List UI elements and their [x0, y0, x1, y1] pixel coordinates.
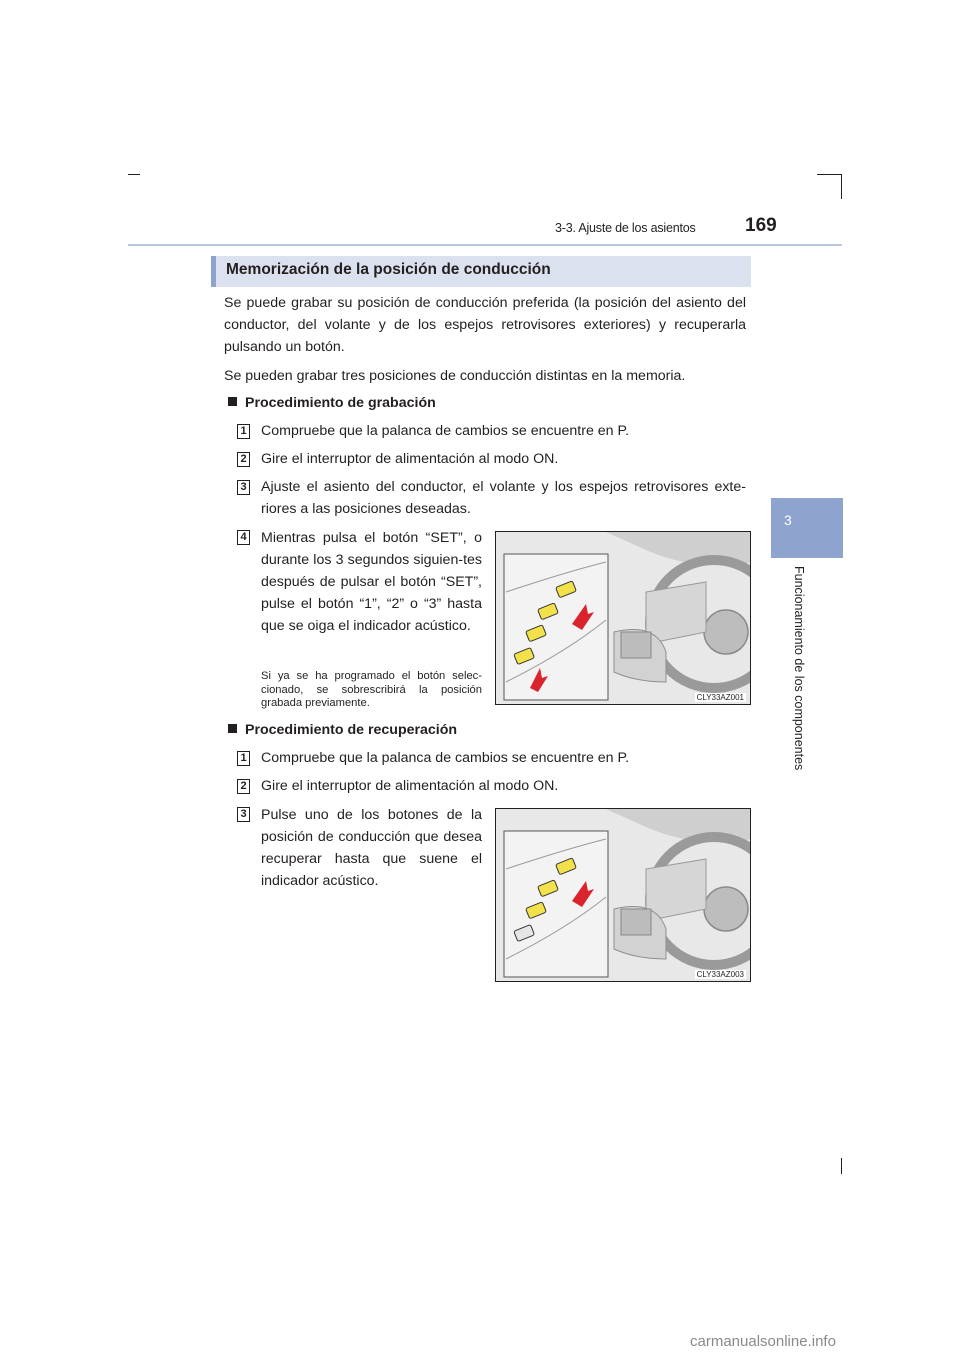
section-title-band [211, 256, 751, 287]
memory-buttons-figure-recall [495, 808, 751, 982]
step-text: Compruebe que la palanca de cambios se encuentre en P. [261, 750, 630, 766]
figure-code: CLY33AZ001 [696, 693, 744, 702]
chapter-title-vertical [790, 566, 806, 771]
intro-paragraph: Se pueden grabar tres posiciones de conducción distintas en la memoria. [224, 368, 686, 384]
crop-mark [841, 1158, 842, 1174]
step-text: Mientras pulsa el botón “SET”, o durante los 3 segundos siguien-tes después de pulsar el botón “SET”, pulse el botón “1”, “2” o “3” hasta que se oiga el indicador acústico. [261, 530, 482, 634]
door-panel-illustration [496, 532, 751, 705]
chapter-tab [771, 498, 843, 558]
figure-code: CLY33AZ003 [696, 970, 744, 979]
door-panel-illustration [496, 809, 751, 982]
recall-title: Procedimiento de recuperación [245, 722, 458, 738]
step-text: Pulse uno de los botones de la posición de conducción que desea recuperar hasta que suene el indicador acústico. [261, 807, 482, 889]
crop-mark [128, 174, 140, 175]
step-note: Si ya se ha programado el botón selec-cionado, se sobrescribirá la posición grabada previamente. [261, 670, 482, 709]
step-text: Gire el interruptor de alimentación al modo ON. [261, 451, 559, 467]
recording-heading [228, 395, 436, 411]
step-number: 2 [237, 452, 250, 467]
header-rule [128, 244, 842, 246]
square-bullet-icon [228, 724, 237, 733]
crop-mark [841, 174, 842, 199]
intro-paragraph: Se puede grabar su posición de conducción preferida (la posición del asiento del conductor, del volante y de los espejos retrovisores exteriores) y recuperarla pulsando un botón. [224, 295, 746, 355]
step-number: 4 [237, 530, 250, 545]
step-number: 2 [237, 779, 250, 794]
running-header-section: 3-3. Ajuste de los asientos [555, 221, 696, 235]
recall-heading [228, 722, 457, 738]
step-number: 3 [237, 807, 250, 822]
chapter-number: 3 [784, 512, 792, 528]
page-number: 169 [745, 215, 777, 236]
step-text: Compruebe que la palanca de cambios se encuentre en P. [261, 423, 630, 439]
step-text: Gire el interruptor de alimentación al modo ON. [261, 778, 559, 794]
watermark: carmanualsonline.info [690, 1333, 836, 1350]
crop-mark [817, 174, 842, 175]
step-text: Ajuste el asiento del conductor, el volante y los espejos retrovisores exte-riores a las posiciones deseadas. [261, 479, 746, 517]
step-number: 1 [237, 751, 250, 766]
memory-buttons-figure-set [495, 531, 751, 705]
section-title: Memorización de la posición de conducción [226, 261, 551, 278]
step-number: 1 [237, 424, 250, 439]
square-bullet-icon [228, 397, 237, 406]
step-number: 3 [237, 480, 250, 495]
recording-title: Procedimiento de grabación [245, 395, 436, 411]
chapter-title: Funcionamiento de los componentes [792, 566, 806, 771]
